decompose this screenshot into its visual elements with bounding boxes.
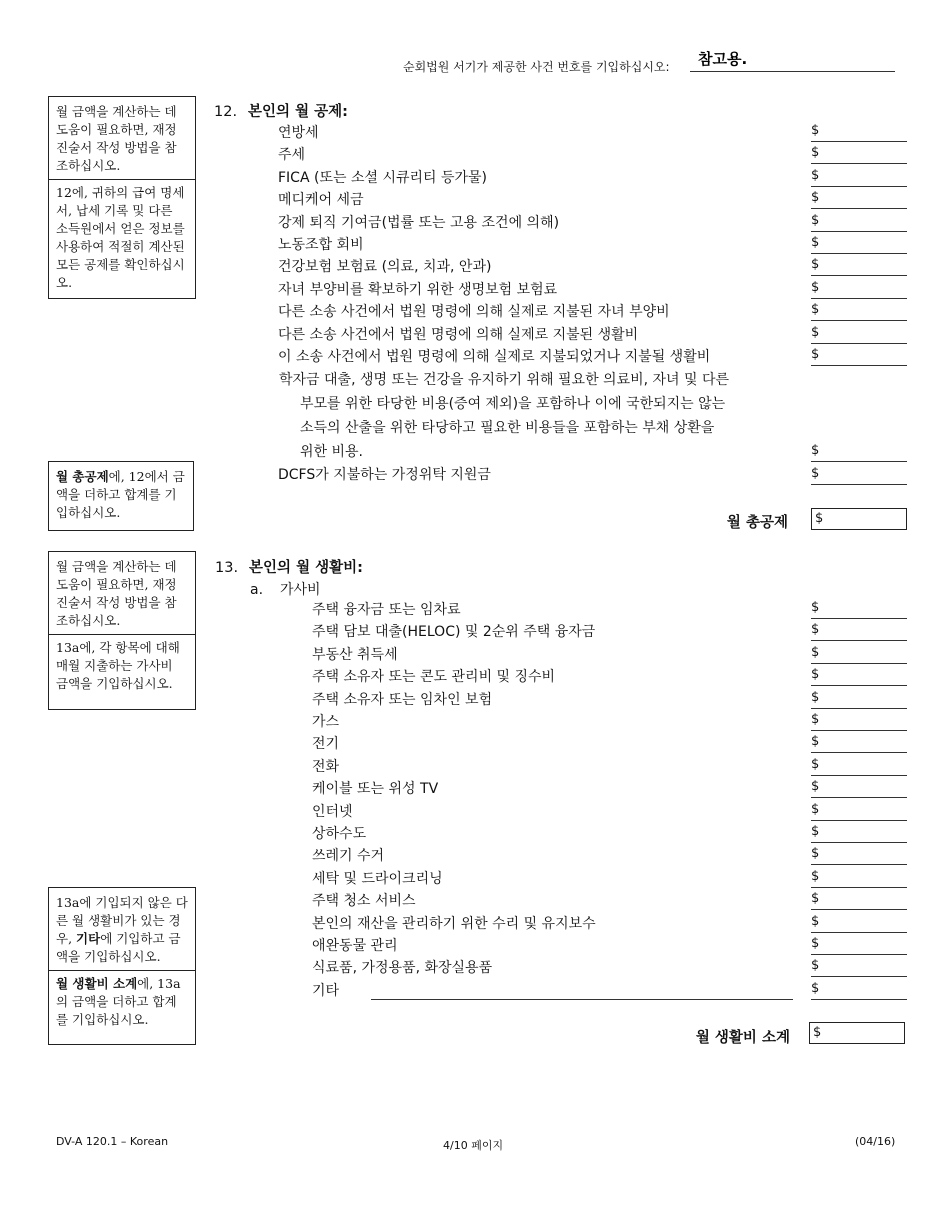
foster-care-label: DCFS가 지불하는 가정위탁 지원금 bbox=[278, 467, 491, 483]
currency-sign: $ bbox=[811, 212, 820, 228]
expense-item-1-label: 주택 담보 대출(HELOC) 및 2순위 주택 융자금 bbox=[312, 624, 596, 641]
currency-sign: $ bbox=[811, 667, 820, 683]
section-13a-title: 가사비 bbox=[280, 582, 321, 598]
help-text-calc: 월 금액을 계산하는 데 도움이 필요하면, 재정 진술서 작성 방법을 참조하십시오. bbox=[56, 104, 177, 173]
currency-sign: $ bbox=[811, 801, 820, 817]
deduction-item-1-label: 주세 bbox=[278, 147, 306, 164]
expense-item-5-amount-field[interactable] bbox=[811, 730, 907, 731]
expense-item-12-label: 세탁 및 드라이크리닝 bbox=[312, 870, 443, 887]
case-number-label: 순회법원 서기가 제공한 사건 번호를 기입하십시오: bbox=[403, 60, 670, 74]
expense-item-10-label: 상하수도 bbox=[312, 826, 367, 842]
case-number-field[interactable] bbox=[698, 49, 888, 67]
deduction-item-8-amount-field[interactable] bbox=[811, 320, 907, 321]
help-bold-total: 월 총공제 bbox=[56, 469, 109, 484]
currency-sign: $ bbox=[811, 600, 820, 615]
section-13-number: 13. bbox=[215, 560, 239, 576]
currency-sign: $ bbox=[811, 302, 820, 318]
currency-sign: $ bbox=[811, 123, 820, 138]
help-text-subtotal: 에, 13a의 금액을 더하고 합계를 기입하십시오. bbox=[56, 976, 181, 1027]
debt-payment-text-line: 위한 비용. bbox=[300, 444, 363, 460]
expense-item-15-label: 애완동물 관리 bbox=[312, 938, 398, 954]
expense-item-16-amount-field[interactable] bbox=[811, 976, 907, 977]
expense-item-17-label: 기타 bbox=[312, 982, 340, 999]
currency-sign: $ bbox=[811, 958, 820, 974]
deduction-item-7-label: 자녀 부양비를 확보하기 위한 생명보험 보험료 bbox=[278, 281, 558, 298]
section-12-number: 12. bbox=[214, 104, 238, 120]
help-box-other-expenses bbox=[48, 887, 196, 1045]
expense-item-1-amount-field[interactable] bbox=[811, 640, 907, 641]
help-text-total: 에, 12에서 금액을 더하고 합계를 기입하십시오. bbox=[56, 469, 185, 520]
currency-sign: $ bbox=[811, 936, 820, 951]
expense-item-3-label: 주택 소유자 또는 콘도 관리비 및 징수비 bbox=[312, 669, 556, 686]
help-bold-other: 기타 bbox=[76, 931, 101, 946]
currency-sign: $ bbox=[811, 824, 820, 839]
help-text-other-a: 13a에 기입되지 않은 다른 월 생활비가 있는 경우, bbox=[56, 895, 188, 946]
currency-sign: $ bbox=[811, 622, 820, 638]
section-12-title: 본인의 월 공제: bbox=[248, 104, 348, 120]
expense-item-11-amount-field[interactable] bbox=[811, 864, 907, 865]
expense-item-11-label: 쓰레기 수거 bbox=[312, 848, 385, 865]
expense-subtotal-field[interactable] bbox=[809, 1022, 905, 1044]
currency-sign: $ bbox=[811, 756, 820, 772]
form-revision: (04/16) bbox=[855, 1135, 896, 1148]
currency-sign: $ bbox=[811, 868, 820, 884]
currency-sign: $ bbox=[811, 347, 820, 362]
total-deductions-field[interactable] bbox=[811, 508, 907, 530]
deduction-item-2-amount-field[interactable] bbox=[811, 186, 907, 187]
section-13-title: 본인의 월 생활비: bbox=[249, 560, 363, 576]
currency-sign: $ bbox=[811, 846, 820, 862]
help-box-total-deductions bbox=[48, 461, 194, 531]
expense-item-13-label: 주택 청소 서비스 bbox=[312, 893, 416, 910]
expense-item-7-amount-field[interactable] bbox=[811, 775, 907, 776]
deduction-item-3-amount-field[interactable] bbox=[811, 208, 907, 209]
deduction-item-5-amount-field[interactable] bbox=[811, 253, 907, 254]
deduction-item-4-label: 강제 퇴직 기여금(법률 또는 고용 조건에 의해) bbox=[278, 214, 560, 231]
help-box-expenses bbox=[48, 551, 196, 710]
expense-item-2-amount-field[interactable] bbox=[811, 663, 907, 664]
currency-sign: $ bbox=[811, 712, 820, 727]
deduction-item-3-label: 메디케어 세금 bbox=[278, 192, 364, 209]
page-number: 4/10 페이지 bbox=[443, 1139, 504, 1152]
section-13a-letter: a. bbox=[250, 582, 264, 598]
expense-item-0-amount-field[interactable] bbox=[811, 618, 907, 619]
section-12-heading bbox=[214, 100, 348, 121]
currency-sign: $ bbox=[811, 779, 820, 795]
currency-sign: $ bbox=[811, 734, 820, 750]
expense-item-4-amount-field[interactable] bbox=[811, 708, 907, 709]
expense-item-0-label: 주택 융자금 또는 임차료 bbox=[312, 602, 461, 618]
other-expense-description-line[interactable] bbox=[371, 999, 793, 1000]
currency-sign: $ bbox=[811, 466, 820, 481]
expense-item-14-amount-field[interactable] bbox=[811, 932, 907, 933]
debt-payment-amount-field[interactable] bbox=[811, 461, 907, 462]
deduction-item-4-amount-field[interactable] bbox=[811, 231, 907, 232]
form-id: DV-A 120.1 – Korean bbox=[56, 1135, 169, 1148]
currency-sign: $ bbox=[811, 689, 820, 705]
debt-payment-text-line: 학자금 대출, 생명 또는 건강을 유지하기 위해 필요한 의료비, 자녀 및 다른 bbox=[279, 372, 730, 388]
currency-sign: $ bbox=[811, 279, 820, 295]
deduction-item-6-amount-field[interactable] bbox=[811, 275, 907, 276]
expense-item-14-label: 본인의 재산을 관리하기 위한 수리 및 유지보수 bbox=[312, 915, 596, 932]
currency-sign: $ bbox=[811, 145, 820, 161]
help-text-calc-2: 월 금액을 계산하는 데 도움이 필요하면, 재정 진술서 작성 방법을 참조하십시오. bbox=[56, 559, 177, 628]
expense-item-12-amount-field[interactable] bbox=[811, 887, 907, 888]
deduction-item-6-label: 건강보험 보험료 (의료, 치과, 안과) bbox=[278, 259, 492, 276]
help-text-other-b: 에 기입하고 금액을 기입하십시오. bbox=[56, 931, 181, 964]
deduction-item-9-label: 다른 소송 사건에서 법원 명령에 의해 실제로 지불된 생활비 bbox=[278, 326, 639, 343]
deduction-item-0-label: 연방세 bbox=[278, 125, 319, 141]
deduction-item-2-label: FICA (또는 소셜 시큐리티 등가물) bbox=[278, 169, 488, 186]
section-13-heading bbox=[215, 556, 363, 577]
expense-item-8-amount-field[interactable] bbox=[811, 797, 907, 798]
expense-item-4-label: 주택 소유자 또는 임차인 보험 bbox=[312, 691, 493, 708]
deduction-item-10-amount-field[interactable] bbox=[811, 365, 907, 366]
currency-sign: $ bbox=[811, 891, 820, 907]
help-text-household: 13a에, 각 항목에 대해 매월 지출하는 가사비 금액을 기입하십시오. bbox=[49, 634, 195, 697]
currency-sign: $ bbox=[811, 324, 820, 340]
expense-item-7-label: 전화 bbox=[312, 758, 340, 775]
currency-sign: $ bbox=[811, 235, 820, 250]
expense-item-2-label: 부동산 취득세 bbox=[312, 646, 398, 663]
deduction-item-7-amount-field[interactable] bbox=[811, 298, 907, 299]
expense-item-10-amount-field[interactable] bbox=[811, 842, 907, 843]
currency-sign: $ bbox=[811, 913, 820, 929]
debt-payment-text-line: 부모를 위한 타당한 비용(증여 제외)을 포함하나 이에 국한되지는 않는 bbox=[300, 396, 726, 412]
help-text-deductions: 12에, 귀하의 급여 명세서, 납세 기록 및 다른 소득원에서 얻은 정보를 사용하여 적절히 계산된 모든 공제를 확인하십시오. bbox=[49, 179, 195, 296]
expense-subtotal-label: 월 생활비 소계 bbox=[695, 1030, 790, 1046]
expense-item-5-label: 가스 bbox=[312, 714, 340, 730]
deduction-item-8-label: 다른 소송 사건에서 법원 명령에 의해 실제로 지불된 자녀 부양비 bbox=[278, 304, 670, 321]
help-box-deductions bbox=[48, 96, 196, 299]
expense-item-8-label: 케이블 또는 위성 TV bbox=[312, 781, 439, 798]
currency-sign: $ bbox=[811, 257, 820, 273]
currency-sign: $ bbox=[815, 511, 824, 526]
currency-sign: $ bbox=[811, 190, 820, 206]
expense-item-9-amount-field[interactable] bbox=[811, 820, 907, 821]
case-number-line bbox=[690, 71, 895, 72]
section-13a-heading bbox=[250, 579, 321, 599]
currency-sign: $ bbox=[813, 1025, 822, 1040]
expense-item-16-label: 식료품, 가정용품, 화장실용품 bbox=[312, 960, 493, 977]
expense-item-6-amount-field[interactable] bbox=[811, 752, 907, 753]
deduction-item-9-amount-field[interactable] bbox=[811, 343, 907, 344]
expense-item-15-amount-field[interactable] bbox=[811, 954, 907, 955]
expense-item-3-amount-field[interactable] bbox=[811, 685, 907, 686]
expense-item-9-label: 인터넷 bbox=[312, 803, 353, 820]
deduction-item-10-label: 이 소송 사건에서 법원 명령에 의해 실제로 지불되었거나 지불될 생활비 bbox=[278, 349, 711, 365]
currency-sign: $ bbox=[811, 980, 820, 996]
currency-sign: $ bbox=[811, 443, 820, 458]
currency-sign: $ bbox=[811, 644, 820, 660]
expense-item-17-amount-field[interactable] bbox=[811, 999, 907, 1000]
total-deductions-label: 월 총공제 bbox=[726, 515, 788, 531]
deduction-item-0-amount-field[interactable] bbox=[811, 141, 907, 142]
debt-payment-text-line: 소득의 산출을 위한 타당하고 필요한 비용들을 포함하는 부채 상환을 bbox=[300, 420, 715, 436]
help-bold-subtotal: 월 생활비 소계 bbox=[56, 976, 138, 991]
currency-sign: $ bbox=[811, 167, 820, 183]
foster-care-amount-field[interactable] bbox=[811, 484, 907, 485]
expense-item-6-label: 전기 bbox=[312, 736, 340, 753]
deduction-item-5-label: 노동조합 회비 bbox=[278, 237, 364, 253]
expense-item-13-amount-field[interactable] bbox=[811, 909, 907, 910]
deduction-item-1-amount-field[interactable] bbox=[811, 163, 907, 164]
